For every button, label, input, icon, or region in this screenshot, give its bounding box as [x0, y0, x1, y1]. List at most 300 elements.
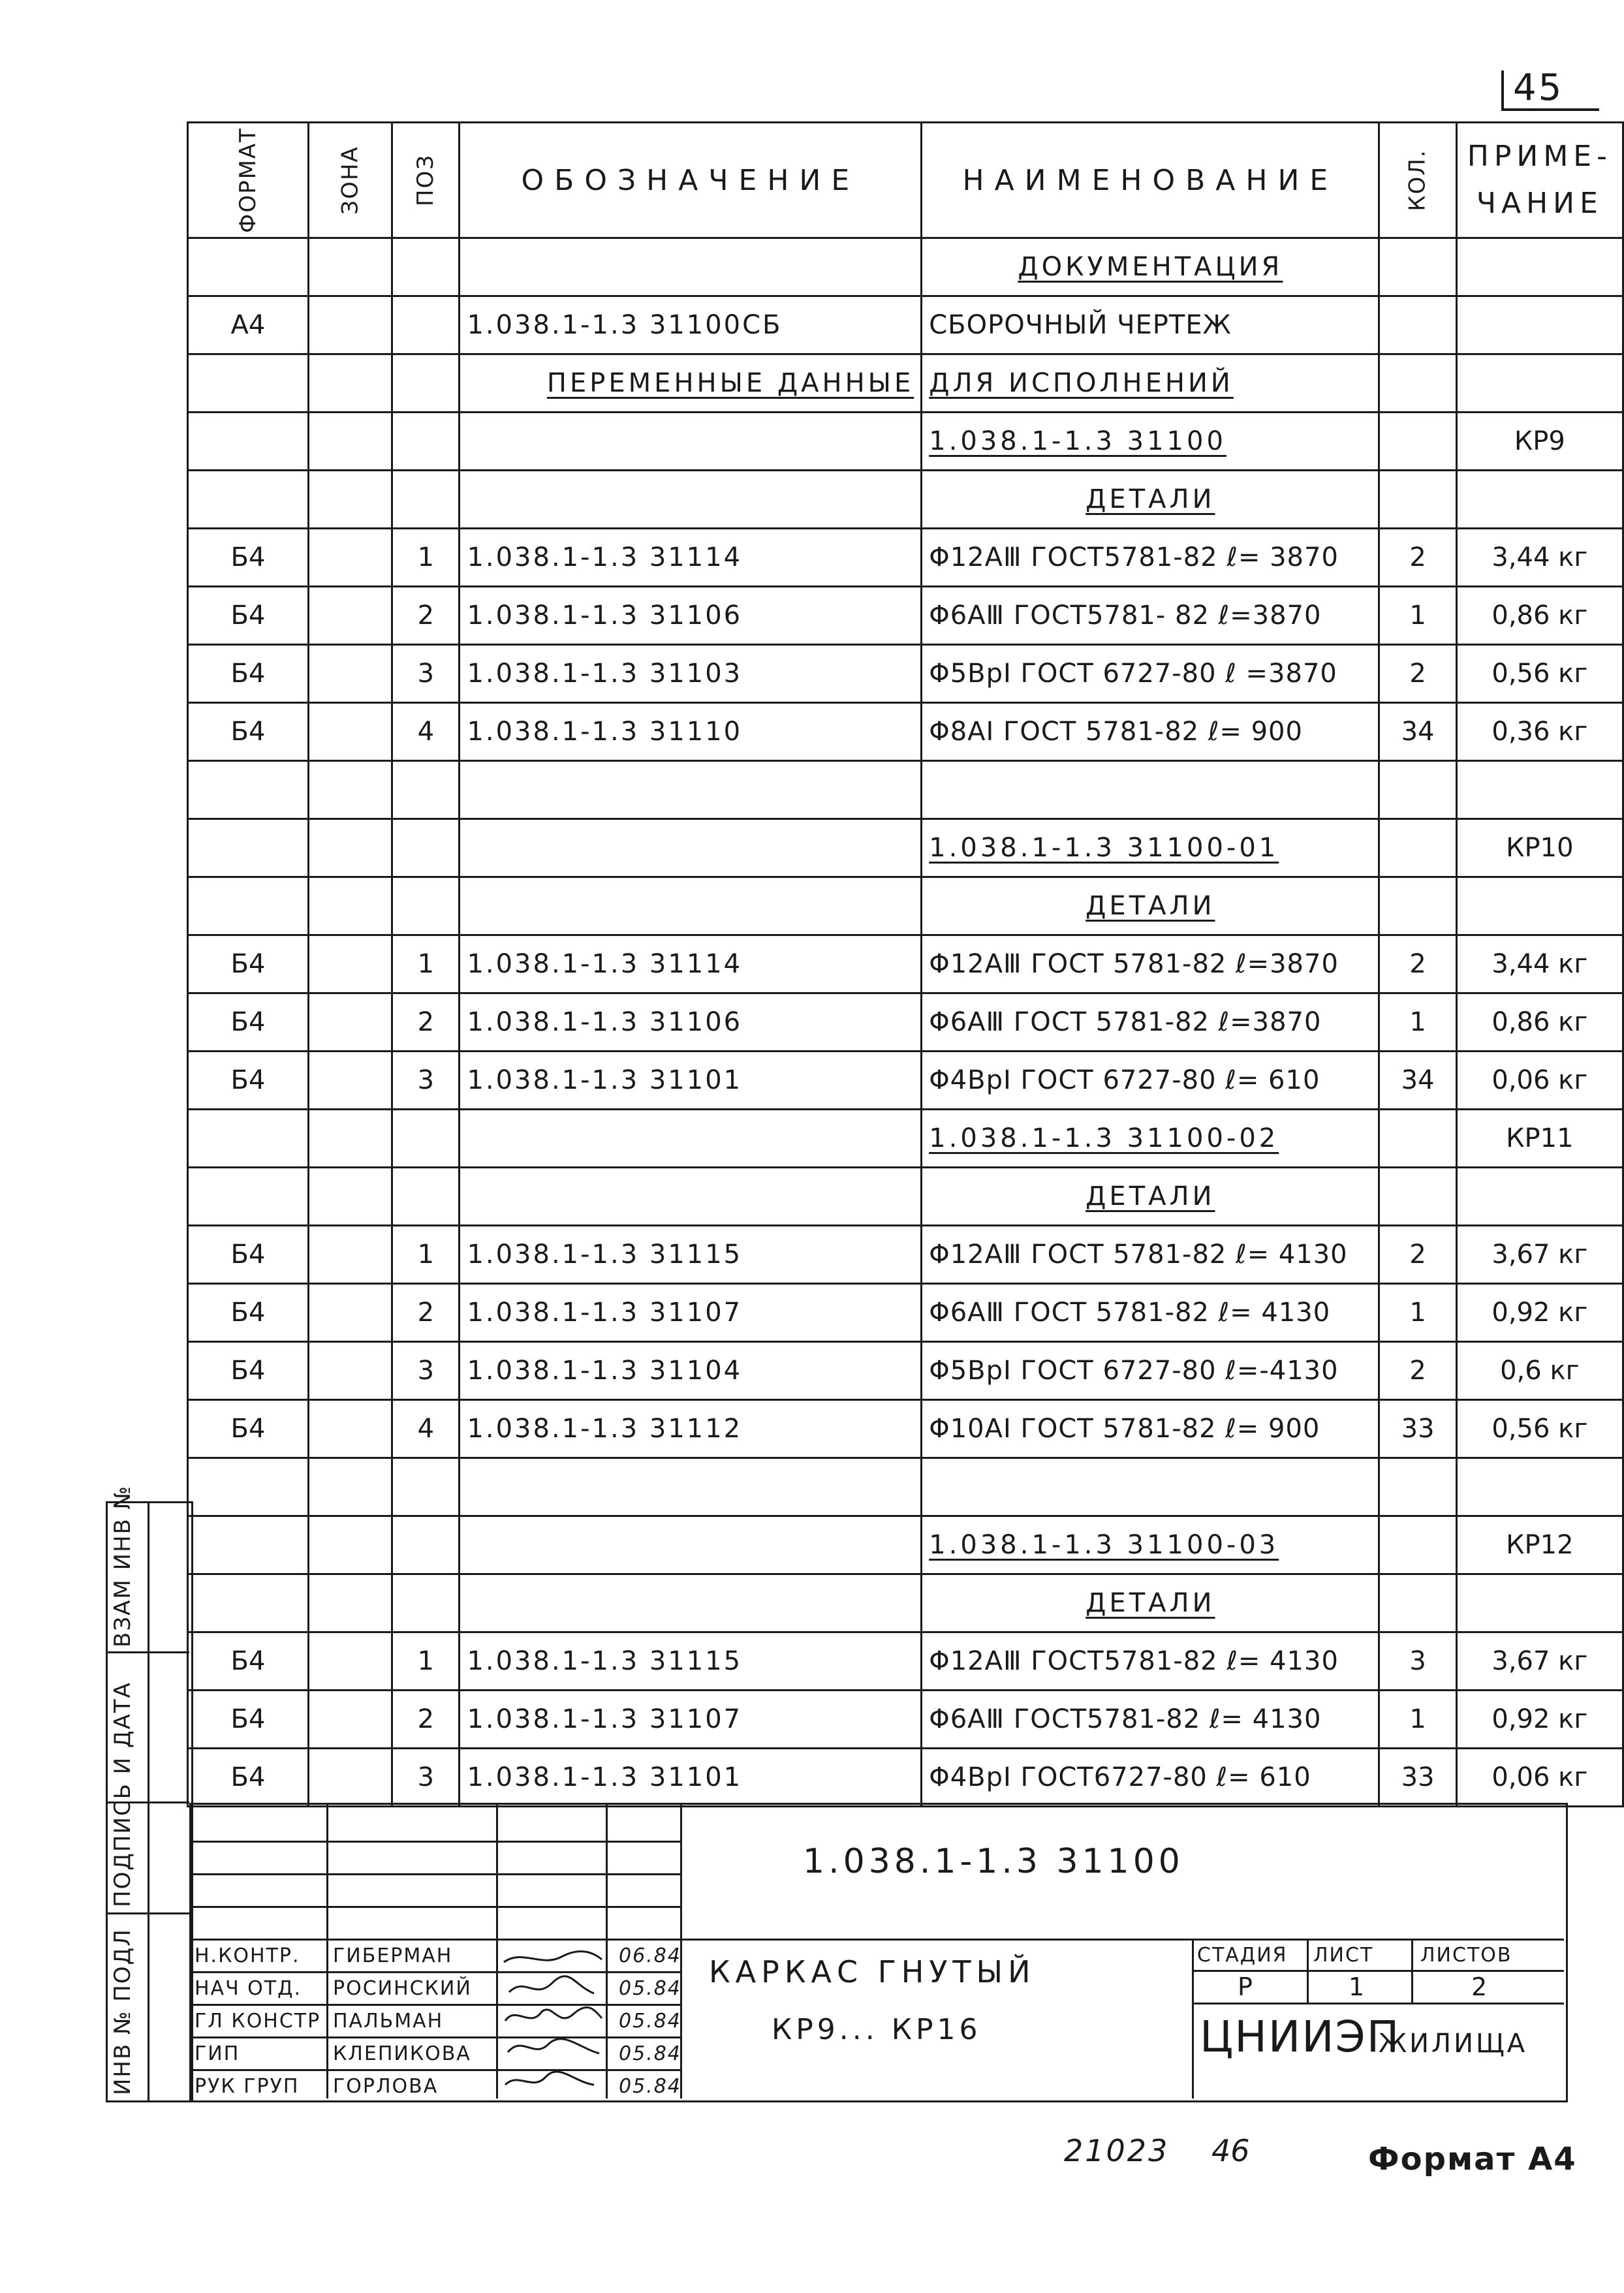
cell-format-text: Б4: [230, 601, 266, 631]
tb-line: [189, 1939, 1564, 1941]
cell-zone: [308, 529, 392, 587]
cell-quantity: [1379, 1458, 1456, 1516]
cell-note: [1456, 1516, 1623, 1574]
cell-note: [1456, 1168, 1623, 1226]
cell-quantity: [1379, 471, 1456, 529]
cell-note-text: КР10: [1506, 833, 1574, 863]
header-format: ФОРМАТ: [188, 123, 309, 238]
cell-name-text: 1.038.1-1.3 31100-01: [929, 833, 1279, 863]
cell-quantity: [1379, 1749, 1456, 1807]
cell-position: [392, 413, 460, 471]
cell-zone: [308, 1516, 392, 1574]
cell-position-text: 1: [417, 949, 435, 979]
cell-name: [922, 703, 1379, 761]
cell-name-text: Φ4ВрⅠ ГОСТ6727-80 ℓ= 610: [929, 1762, 1311, 1792]
cell-quantity: [1379, 877, 1456, 935]
cell-name-text: Φ12АⅢ ГОСТ5781-82 ℓ= 4130: [929, 1646, 1339, 1676]
cell-note: [1456, 1458, 1623, 1516]
cell-position: [392, 1110, 460, 1168]
cell-designation: [460, 1458, 922, 1516]
signer-role: НАЧ ОТД.: [195, 1977, 302, 2000]
cell-zone: [308, 1052, 392, 1110]
cell-format: [188, 587, 309, 645]
cell-position: [392, 1749, 460, 1807]
cell-note: [1456, 354, 1623, 413]
cell-note: [1456, 296, 1623, 354]
header-qty: КОЛ.: [1379, 123, 1456, 238]
header-designation: ОБОЗНАЧЕНИЕ: [460, 123, 922, 238]
table-row: [188, 645, 1623, 703]
cell-name: [922, 993, 1379, 1052]
cell-quantity: [1379, 413, 1456, 471]
cell-position: [392, 877, 460, 935]
cell-zone: [308, 1458, 392, 1516]
cell-name: [922, 1749, 1379, 1807]
cell-name: [922, 1226, 1379, 1284]
header-pos: ПОЗ: [392, 123, 460, 238]
cell-name-text: ДОКУМЕНТАЦИЯ: [1018, 252, 1283, 282]
signer-date: 05.84: [619, 2042, 681, 2065]
cell-quantity: [1379, 296, 1456, 354]
cell-position-text: 2: [417, 601, 435, 631]
cell-note-text: 0,92 кг: [1491, 1298, 1588, 1328]
cell-name: [922, 1284, 1379, 1342]
cell-name: [922, 1574, 1379, 1632]
cell-designation-text: 1.038.1-1.3 31104: [467, 1356, 743, 1386]
cell-quantity-text: 2: [1409, 1356, 1426, 1386]
table-row: [188, 1632, 1623, 1691]
label-sheet: ЛИСТ: [1313, 1944, 1374, 1967]
cell-format: [188, 761, 309, 819]
table-row: [188, 1516, 1623, 1574]
cell-quantity: [1379, 354, 1456, 413]
cell-designation: [460, 587, 922, 645]
cell-zone: [308, 1110, 392, 1168]
cell-name: [922, 1516, 1379, 1574]
cell-designation: [460, 1110, 922, 1168]
cell-position: [392, 645, 460, 703]
cell-position: [392, 1574, 460, 1632]
cell-designation-text: 1.038.1-1.3 31101: [467, 1762, 743, 1792]
cell-position: [392, 471, 460, 529]
cell-note: [1456, 877, 1623, 935]
cell-note-text: КР12: [1506, 1530, 1574, 1560]
cell-note: [1456, 1691, 1623, 1749]
cell-format: [188, 1400, 309, 1458]
cell-designation: [460, 471, 922, 529]
cell-zone: [308, 471, 392, 529]
side-stamp-row-line: [106, 1912, 189, 1914]
cell-zone: [308, 993, 392, 1052]
table-row: [188, 935, 1623, 993]
cell-note: [1456, 1342, 1623, 1400]
table-row: [188, 1110, 1623, 1168]
cell-designation: [460, 1574, 922, 1632]
cell-position: [392, 587, 460, 645]
tb-line: [1411, 1939, 1413, 2004]
cell-designation: [460, 761, 922, 819]
cell-quantity: [1379, 703, 1456, 761]
signer-role: РУК ГРУП: [195, 2075, 300, 2098]
cell-format: [188, 1168, 309, 1226]
cell-quantity: [1379, 1574, 1456, 1632]
format-label: Формат А4: [1368, 2141, 1577, 2177]
cell-quantity-text: 3: [1409, 1646, 1426, 1676]
cell-designation-text: 1.038.1-1.3 31101: [467, 1065, 743, 1095]
cell-format-text: Б4: [230, 1646, 266, 1676]
signer-role: ГИП: [195, 2042, 240, 2065]
cell-name-text: Φ5ВрⅠ ГОСТ 6727-80 ℓ =3870: [929, 659, 1337, 689]
cell-position: [392, 1168, 460, 1226]
table-row: [188, 1574, 1623, 1632]
specification-table: [187, 121, 1624, 1807]
table-row: [188, 877, 1623, 935]
cell-position-text: 2: [417, 1704, 435, 1734]
cell-designation: [460, 413, 922, 471]
cell-name-text: Φ6АⅢ ГОСТ 5781-82 ℓ=3870: [929, 1007, 1322, 1037]
cell-format: [188, 1691, 309, 1749]
cell-position: [392, 1226, 460, 1284]
table-row: [188, 761, 1623, 819]
cell-name-text: Φ6АⅢ ГОСТ5781- 82 ℓ=3870: [929, 601, 1322, 631]
cell-position: [392, 761, 460, 819]
cell-quantity: [1379, 1226, 1456, 1284]
cell-position: [392, 1458, 460, 1516]
cell-format-text: А4: [230, 310, 266, 340]
cell-designation-text: 1.038.1-1.3 31106: [467, 601, 743, 631]
cell-quantity-text: 1: [1409, 601, 1426, 631]
cell-note-text: КР11: [1506, 1123, 1574, 1153]
cell-designation: [460, 1516, 922, 1574]
cell-zone: [308, 1691, 392, 1749]
cell-quantity: [1379, 587, 1456, 645]
cell-note-text: 0,92 кг: [1491, 1704, 1588, 1734]
cell-designation-text: 1.038.1-1.3 31107: [467, 1704, 743, 1734]
side-stamp-divider: [148, 1501, 149, 2100]
cell-quantity: [1379, 1691, 1456, 1749]
cell-quantity: [1379, 238, 1456, 296]
cell-zone: [308, 1342, 392, 1400]
signer-date: 05.84: [619, 1977, 681, 2000]
cell-name-text: Φ6АⅢ ГОСТ5781-82 ℓ= 4130: [929, 1704, 1322, 1734]
cell-format-text: Б4: [230, 1356, 266, 1386]
cell-format-text: Б4: [230, 542, 266, 572]
handwritten-signatures: [496, 1937, 607, 2100]
cell-format-text: Б4: [230, 1240, 266, 1270]
table-row: [188, 1749, 1623, 1807]
cell-format: [188, 645, 309, 703]
cell-note-text: 0,36 кг: [1491, 717, 1588, 747]
cell-position-text: 4: [417, 1414, 435, 1444]
table-row: [188, 1226, 1623, 1284]
cell-quantity-text: 2: [1409, 1240, 1426, 1270]
cell-format: [188, 1110, 309, 1168]
cell-name: [922, 1632, 1379, 1691]
cell-note: [1456, 471, 1623, 529]
cell-zone: [308, 935, 392, 993]
cell-format-text: Б4: [230, 1414, 266, 1444]
cell-name: [922, 1691, 1379, 1749]
cell-quantity: [1379, 645, 1456, 703]
cell-note: [1456, 1574, 1623, 1632]
cell-position: [392, 1632, 460, 1691]
cell-name: [922, 877, 1379, 935]
cell-designation: [460, 645, 922, 703]
cell-note: [1456, 703, 1623, 761]
cell-position-text: 4: [417, 717, 435, 747]
cell-note-text: КР9: [1514, 426, 1565, 456]
label-stage: СТАДИЯ: [1197, 1944, 1288, 1967]
cell-name-text: ДЕТАЛИ: [1085, 1181, 1215, 1211]
table-row: [188, 296, 1623, 354]
table-header-row: [188, 123, 1623, 238]
cell-position: [392, 703, 460, 761]
cell-format: [188, 1574, 309, 1632]
signer-name: ГОРЛОВА: [333, 2075, 439, 2098]
side-stamp-row-line: [106, 1651, 189, 1653]
cell-position: [392, 1052, 460, 1110]
cell-note: [1456, 819, 1623, 877]
cell-format: [188, 1749, 309, 1807]
cell-name: [922, 238, 1379, 296]
cell-designation: [460, 1400, 922, 1458]
tb-line: [1307, 1939, 1309, 2004]
label-signature-date: ПОДПИСЬ И ДАТА: [110, 1681, 136, 1907]
table-body: [188, 238, 1623, 1807]
cell-quantity: [1379, 1110, 1456, 1168]
cell-note-text: 0,6 кг: [1500, 1356, 1580, 1386]
cell-format: [188, 238, 309, 296]
signer-name: ГИБЕРМАН: [333, 1944, 453, 1967]
cell-position-text: 3: [417, 1065, 435, 1095]
document-title-line2: КР9... КР16: [772, 2013, 982, 2046]
document-code: 1.038.1-1.3 31100: [803, 1842, 1184, 1881]
cell-name: [922, 761, 1379, 819]
cell-position-text: 3: [417, 659, 435, 689]
cell-note-text: 3,67 кг: [1491, 1240, 1588, 1270]
label-replacement-inv: ВЗАМ ИНВ №: [110, 1484, 136, 1647]
cell-name: [922, 1168, 1379, 1226]
tb-line: [1192, 1970, 1564, 1972]
cell-format: [188, 877, 309, 935]
cell-format-text: Б4: [230, 1704, 266, 1734]
cell-name: [922, 645, 1379, 703]
cell-note-text: 0,06 кг: [1491, 1762, 1588, 1792]
signer-date: 06.84: [619, 1944, 681, 1967]
cell-note: [1456, 1284, 1623, 1342]
table-row: [188, 1168, 1623, 1226]
cell-position: [392, 1342, 460, 1400]
cell-zone: [308, 354, 392, 413]
cell-zone: [308, 703, 392, 761]
cell-quantity: [1379, 993, 1456, 1052]
cell-designation: [460, 993, 922, 1052]
cell-note-text: 0,06 кг: [1491, 1065, 1588, 1095]
cell-quantity: [1379, 1052, 1456, 1110]
cell-note: [1456, 1110, 1623, 1168]
cell-designation-text: 1.038.1-1.3 31115: [467, 1646, 743, 1676]
cell-designation: [460, 877, 922, 935]
table-row: [188, 1691, 1623, 1749]
header-note: ПРИМЕ- ЧАНИЕ: [1456, 123, 1623, 238]
cell-zone: [308, 1749, 392, 1807]
cell-note-text: 0,56 кг: [1491, 1414, 1588, 1444]
cell-note-text: 3,44 кг: [1491, 949, 1588, 979]
cell-format-text: Б4: [230, 1065, 266, 1095]
cell-name-text: 1.038.1-1.3 31100-02: [929, 1123, 1279, 1153]
cell-designation-text: 1.038.1-1.3 31114: [467, 542, 743, 572]
label-inv-original: ИНВ № ПОДЛ: [110, 1928, 136, 2095]
cell-note: [1456, 993, 1623, 1052]
cell-name: [922, 1110, 1379, 1168]
label-sheets: ЛИСТОВ: [1420, 1944, 1512, 1967]
cell-designation-text: 1.038.1-1.3 31107: [467, 1298, 743, 1328]
cell-designation: [460, 1168, 922, 1226]
table-row: [188, 1400, 1623, 1458]
cell-designation: [460, 935, 922, 993]
cell-format: [188, 1458, 309, 1516]
cell-format: [188, 819, 309, 877]
cell-position: [392, 238, 460, 296]
cell-quantity: [1379, 935, 1456, 993]
cell-quantity-text: 2: [1409, 949, 1426, 979]
cell-note: [1456, 413, 1623, 471]
cell-designation: [460, 1052, 922, 1110]
stage-value: Р: [1238, 1973, 1253, 2001]
signer-role: Н.КОНТР.: [195, 1944, 300, 1967]
cell-note: [1456, 238, 1623, 296]
cell-format-text: Б4: [230, 659, 266, 689]
table-row: [188, 587, 1623, 645]
signer-name: КЛЕПИКОВА: [333, 2042, 471, 2065]
cell-quantity: [1379, 1632, 1456, 1691]
cell-name: [922, 1400, 1379, 1458]
cell-format: [188, 1632, 309, 1691]
cell-designation-text: 1.038.1-1.3 31103: [467, 659, 743, 689]
cell-name-text: Φ12АⅢ ГОСТ 5781-82 ℓ=3870: [929, 949, 1339, 979]
cell-format: [188, 296, 309, 354]
cell-position-text: 2: [417, 1298, 435, 1328]
tb-line: [326, 1803, 328, 2098]
table-row: [188, 529, 1623, 587]
organization-name: ЦНИИЭП: [1200, 2012, 1401, 2062]
cell-note: [1456, 1226, 1623, 1284]
cell-designation: [460, 1632, 922, 1691]
cell-quantity: [1379, 819, 1456, 877]
organization-subname: ЖИЛИЩА: [1379, 2029, 1528, 2059]
cell-format-text: Б4: [230, 1007, 266, 1037]
cell-format-text: Б4: [230, 717, 266, 747]
sheet-value: 1: [1349, 1973, 1365, 2001]
cell-zone: [308, 1400, 392, 1458]
cell-position: [392, 819, 460, 877]
table-row: [188, 703, 1623, 761]
cell-name-text: 1.038.1-1.3 31100: [929, 426, 1226, 456]
page-number-bracket: [1501, 70, 1504, 111]
cell-designation: [460, 296, 922, 354]
cell-name-text: Φ10АⅠ ГОСТ 5781-82 ℓ= 900: [929, 1414, 1320, 1444]
cell-designation: [460, 238, 922, 296]
cell-note: [1456, 645, 1623, 703]
cell-position-text: 2: [417, 1007, 435, 1037]
cell-position: [392, 935, 460, 993]
cell-note: [1456, 761, 1623, 819]
cell-quantity-text: 33: [1401, 1762, 1435, 1792]
header-name: НАИМЕНОВАНИЕ: [922, 123, 1379, 238]
table-row: [188, 819, 1623, 877]
cell-note: [1456, 529, 1623, 587]
signer-date: 05.84: [619, 2075, 681, 2098]
cell-quantity-text: 34: [1401, 1065, 1435, 1095]
cell-format-text: Б4: [230, 1762, 266, 1792]
cell-quantity: [1379, 529, 1456, 587]
cell-position: [392, 1691, 460, 1749]
cell-quantity-text: 2: [1409, 542, 1426, 572]
cell-zone: [308, 296, 392, 354]
cell-position-text: 1: [417, 1646, 435, 1676]
tb-line: [1192, 2003, 1564, 2004]
cell-name-text: 1.038.1-1.3 31100-03: [929, 1530, 1279, 1560]
cell-name: [922, 1342, 1379, 1400]
cell-format: [188, 993, 309, 1052]
cell-name: [922, 413, 1379, 471]
table-row: [188, 471, 1623, 529]
cell-position-text: 3: [417, 1356, 435, 1386]
cell-quantity: [1379, 1400, 1456, 1458]
cell-zone: [308, 1226, 392, 1284]
tb-line: [1192, 1939, 1194, 2098]
cell-name: [922, 819, 1379, 877]
cell-name-text: Φ6АⅢ ГОСТ 5781-82 ℓ= 4130: [929, 1298, 1331, 1328]
document-title-line1: КАРКАС ГНУТЫЙ: [709, 1954, 1036, 1989]
cell-designation: [460, 354, 922, 413]
cell-position-text: 3: [417, 1762, 435, 1792]
cell-designation-text: 1.038.1-1.3 31106: [467, 1007, 743, 1037]
cell-note-text: 3,44 кг: [1491, 542, 1588, 572]
cell-designation: [460, 1342, 922, 1400]
cell-name: [922, 296, 1379, 354]
cell-name-text: Φ8АⅠ ГОСТ 5781-82 ℓ= 900: [929, 717, 1303, 747]
cell-format: [188, 1052, 309, 1110]
table-row: [188, 1458, 1623, 1516]
cell-name-text: ДЕТАЛИ: [1085, 1588, 1215, 1618]
page-number: 45: [1513, 67, 1564, 109]
signer-name: ПАЛЬМАН: [333, 2010, 444, 2033]
cell-quantity: [1379, 1168, 1456, 1226]
cell-name: [922, 1052, 1379, 1110]
cell-format: [188, 1284, 309, 1342]
cell-quantity-text: 1: [1409, 1007, 1426, 1037]
cell-name: [922, 935, 1379, 993]
signer-name: РОСИНСКИЙ: [333, 1977, 472, 2000]
cell-designation-text: 1.038.1-1.3 31100СБ: [467, 310, 783, 340]
cell-zone: [308, 1168, 392, 1226]
cell-name-text: Φ5ВрⅠ ГОСТ 6727-80 ℓ=-4130: [929, 1356, 1339, 1386]
cell-name-text: Φ12АⅢ ГОСТ 5781-82 ℓ= 4130: [929, 1240, 1348, 1270]
cell-quantity: [1379, 761, 1456, 819]
sheets-value: 2: [1471, 1973, 1488, 2001]
cell-format: [188, 354, 309, 413]
table-row: [188, 354, 1623, 413]
cell-quantity-text: 33: [1401, 1414, 1435, 1444]
cell-position-text: 1: [417, 1240, 435, 1270]
cell-designation-text: 1.038.1-1.3 31115: [467, 1240, 743, 1270]
cell-zone: [308, 587, 392, 645]
table-row: [188, 1342, 1623, 1400]
cell-format: [188, 471, 309, 529]
cell-designation: [460, 529, 922, 587]
table-row: [188, 1052, 1623, 1110]
